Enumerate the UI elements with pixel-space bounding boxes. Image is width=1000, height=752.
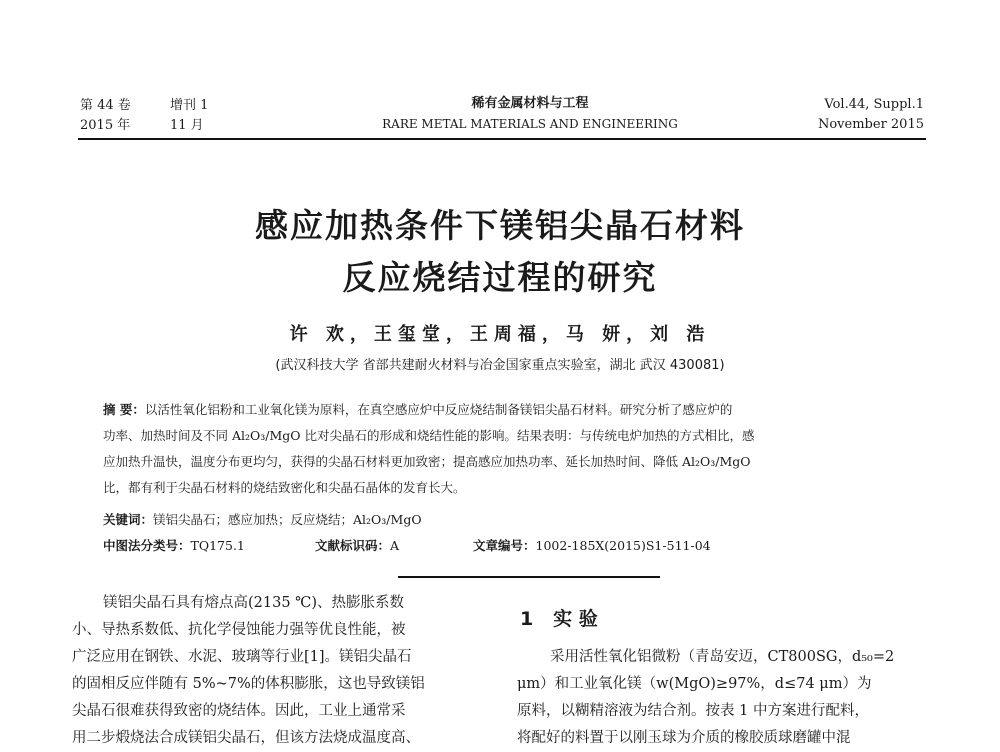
body-line: 尖晶石很难获得致密的烧结体。因此，工业上通常采 (72, 703, 406, 719)
section-title: 实 验 (553, 608, 598, 630)
keywords-label: 关键词： (103, 512, 154, 527)
volume-cn: 第 44 卷 (80, 98, 131, 113)
body-line: 原料，以糊精溶液为结合剂。按表 1 中方案进行配料， (517, 703, 869, 719)
month-cn: 11 月 (170, 118, 204, 133)
body-line: 小、导热系数低、抗化学侵蚀能力强等优良性能，被 (72, 622, 406, 638)
body-line: 的固相反应伴随有 5%~7%的体积膨胀，这也导致镁铝 (72, 676, 425, 692)
volume-en: Vol.44, Suppl.1 (824, 97, 924, 112)
body-line: 镁铝尖晶石具有熔点高(2135 ℃)、热膨胀系数 (103, 595, 405, 611)
clc-number: 中图法分类号：TQ175.1 (103, 538, 245, 553)
header-rule (78, 138, 926, 140)
keywords (103, 507, 893, 533)
date-en: November 2015 (817, 117, 924, 132)
issue-cn: 增刊 1 (170, 98, 209, 113)
body-line: 采用活性氧化铝微粉（青岛安迈，CT800SG，d₅₀=2 (550, 649, 895, 665)
journal-title-en: RARE METAL MATERIALS AND ENGINEERING (382, 117, 678, 131)
abstract-label: 摘 要： (103, 402, 145, 417)
section-number: 1 (520, 608, 534, 630)
author-list: 许 欢，王玺堂，王周福，马 妍，刘 浩 (289, 324, 711, 345)
abstract-separator (398, 576, 660, 578)
body-line: 广泛应用在钢铁、水泥、玻璃等行业[1]。镁铝尖晶石 (72, 649, 412, 665)
body-line: 将配好的料置于以刚玉球为介质的橡胶质球磨罐中混 (517, 730, 851, 746)
affiliation: (武汉科技大学 省部共建耐火材料与冶金国家重点实验室，湖北 武汉 430081) (275, 358, 725, 373)
section-heading (520, 604, 598, 631)
year-cn: 2015 年 (80, 118, 131, 133)
document-code: 文献标识码：A (315, 538, 400, 553)
abstract-line: 功率、加热时间及不同 Al₂O₃/MgO 比对尖晶石的形成和烧结性能的影响。结果表明：与传统电炉加热的方式相比，感 (103, 428, 755, 443)
paper-title-line2: 反应烧结过程的研究 (342, 258, 658, 297)
keywords-value: 镁铝尖晶石；感应加热；反应烧结；Al₂O₃/MgO (153, 512, 422, 527)
journal-title-cn: 稀有金属材料与工程 (471, 96, 589, 111)
paper-title-line1: 感应加热条件下镁铝尖晶石材料 (255, 206, 745, 245)
abstract-line: 应加热升温快，温度分布更均匀，获得的尖晶石材料更加致密；提高感应加热功率、延长加热时间、降低 Al₂O₃/MgO (103, 454, 751, 469)
abstract-line: 比，都有利于尖晶石材料的烧结致密化和尖晶石晶体的发育长大。 (103, 480, 466, 495)
abstract-line: 摘 要：以活性氧化铝粉和工业氧化镁为原料，在真空感应炉中反应烧结制备镁铝尖晶石材料。研究分析了感应炉的 (103, 402, 733, 417)
body-line: 用二步煅烧法合成镁铝尖晶石，但该方法烧成温度高、 (72, 730, 420, 746)
article-number: 文章编号：1002-185X(2015)S1-511-04 (473, 538, 711, 553)
body-line: μm）和工业氧化镁（w(MgO)≥97%，d≤74 μm）为 (517, 676, 872, 692)
